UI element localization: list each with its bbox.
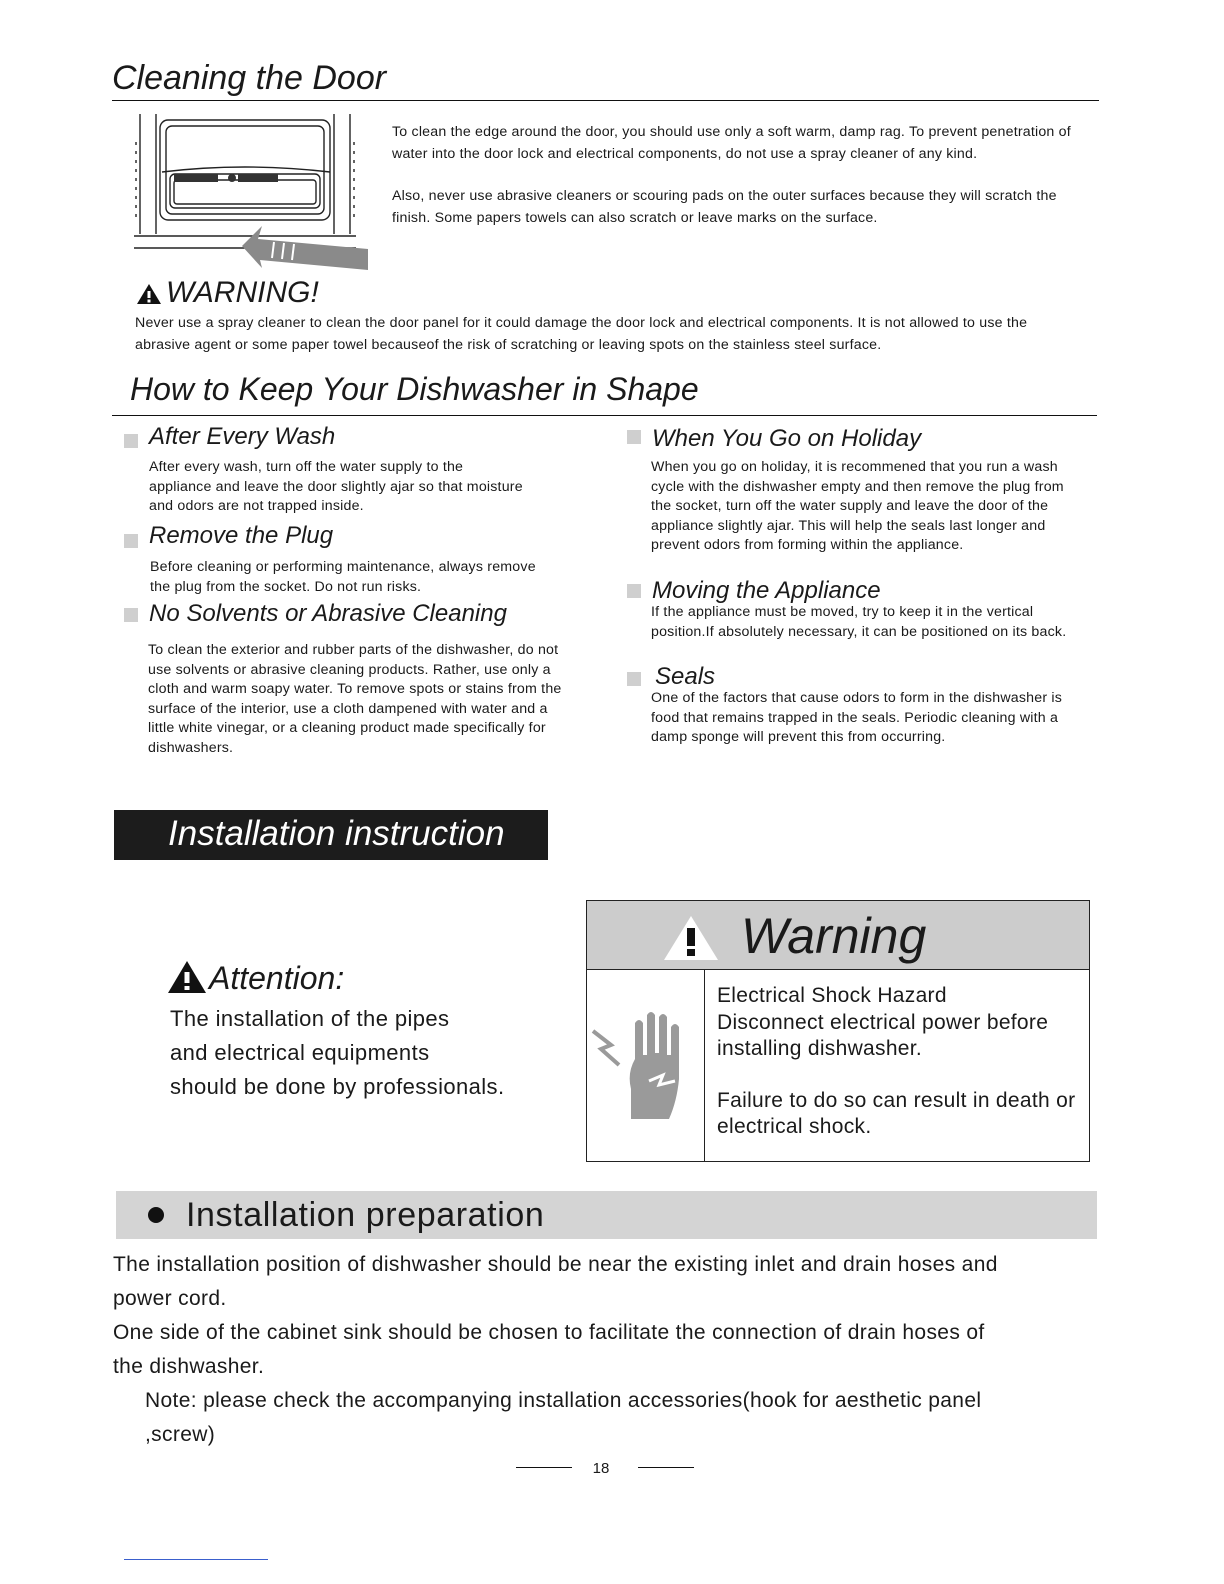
preparation-para1-line2: power cord.	[113, 1287, 227, 1310]
no-solvents-text: To clean the exterior and rubber parts of the dishwasher, do not use solvents or abrasive cleaning products. Rather, use only a cloth and warm soapy water. To remove spots or stains from the surface of the interior, use a cloth dampened with water and a little white vinegar, or a cleaning product made specifically for dishwashers.	[148, 642, 562, 756]
preparation-title: Installation preparation	[186, 1196, 545, 1234]
holiday-heading: When You Go on Holiday	[652, 425, 922, 452]
title-rule	[112, 100, 1099, 101]
warning-triangle-icon	[136, 283, 162, 305]
holiday-text: When you go on holiday, it is recommened that you run a wash cycle with the dishwasher empty and then remove the plug from the socket, turn off the water supply and leave the door of the appliance slightly ajar. This will help the seals last longer and prevent odors from forming within the appliance.	[651, 459, 1064, 554]
preparation-header	[116, 1191, 1097, 1239]
installation-banner-title: Installation instruction	[168, 814, 505, 853]
preparation-para1-line1: The installation position of dishwasher should be near the existing inlet and drain hoses and	[113, 1253, 998, 1276]
attention-title: Attention:	[209, 960, 345, 996]
section-title-cleaning-door: Cleaning the Door	[112, 59, 387, 97]
warning-box-line-2: Disconnect electrical power before	[717, 1011, 1049, 1034]
page-number-rule-right	[638, 1467, 694, 1468]
cleaning-paragraph-1: To clean the edge around the door, you should use only a soft warm, damp rag. To prevent penetration of water into the door lock and electrical components, do not use a spray cleaner of any kind.	[392, 124, 1071, 162]
warning-box-line-5: electrical shock.	[717, 1115, 872, 1138]
attention-line-3: should be done by professionals.	[170, 1074, 505, 1099]
preparation-para2-line2: the dishwasher.	[113, 1355, 265, 1378]
warning-box	[586, 900, 1090, 1162]
warning-text: Never use a spray cleaner to clean the door panel for it could damage the door lock and electrical components. It is not allowed to use the abrasive agent or some paper towel becauseof the risk of scratching or leaving spots on the stainless steel surface.	[135, 315, 1028, 353]
keep-shape-rule	[112, 415, 1097, 416]
seals-heading: Seals	[655, 663, 716, 690]
exclamation-triangle-icon	[663, 914, 719, 962]
warning-box-line-1: Electrical Shock Hazard	[717, 984, 947, 1007]
cleaning-paragraph-2: Also, never use abrasive cleaners or scouring pads on the outer surfaces because they will scratch the finish. Some papers towels can also scratch or leave marks on the surface.	[392, 188, 1057, 226]
seals-text: One of the factors that cause odors to form in the dishwasher is food that remains trapped in the seals. Periodic cleaning with a damp sponge will prevent this from occurring.	[651, 690, 1063, 746]
moving-heading: Moving the Appliance	[652, 577, 881, 604]
after-every-wash-heading: After Every Wash	[149, 423, 336, 450]
moving-text: If the appliance must be moved, try to keep it in the vertical position.If absolutely necessary, it can be positioned on its back.	[651, 604, 1067, 640]
bullet-square	[124, 534, 138, 548]
bottom-link-rule	[124, 1559, 268, 1560]
shock-hand-icon	[591, 1009, 699, 1119]
bullet-square	[627, 430, 641, 444]
warning-title: WARNING!	[166, 276, 319, 309]
warning-box-title: Warning	[741, 908, 927, 964]
page-number-rule-left	[516, 1467, 572, 1468]
after-every-wash-text: After every wash, turn off the water supply to the appliance and leave the door slightly ajar so that moisture and odors are not trapped inside.	[149, 459, 523, 515]
attention-triangle-icon	[167, 960, 207, 994]
preparation-note-line2: ,screw)	[145, 1423, 216, 1446]
warning-box-line-3: installing dishwasher.	[717, 1037, 923, 1060]
page-number: 18	[592, 1460, 610, 1477]
preparation-para2-line1: One side of the cabinet sink should be chosen to facilitate the connection of drain hoses of	[113, 1321, 985, 1344]
door-illustration	[134, 108, 374, 274]
bullet-square	[124, 434, 138, 448]
warning-box-divider	[704, 969, 705, 1161]
no-solvents-heading: No Solvents or Abrasive Cleaning	[149, 600, 507, 627]
bullet-square	[627, 672, 641, 686]
attention-line-2: and electrical equipments	[170, 1040, 430, 1065]
remove-plug-heading: Remove the Plug	[149, 522, 334, 549]
bullet-square	[627, 584, 641, 598]
bullet-square	[124, 608, 138, 622]
warning-box-header	[587, 901, 1089, 970]
attention-line-1: The installation of the pipes	[170, 1006, 450, 1031]
warning-box-line-4: Failure to do so can result in death or	[717, 1089, 1076, 1112]
preparation-note-line1: Note: please check the accompanying installation accessories(hook for aesthetic panel	[145, 1389, 982, 1412]
section-title-keep-shape: How to Keep Your Dishwasher in Shape	[130, 371, 699, 407]
installation-banner	[114, 810, 548, 860]
bullet-dot	[148, 1207, 164, 1223]
remove-plug-text: Before cleaning or performing maintenance, always remove the plug from the socket. Do not run risks.	[150, 559, 536, 595]
